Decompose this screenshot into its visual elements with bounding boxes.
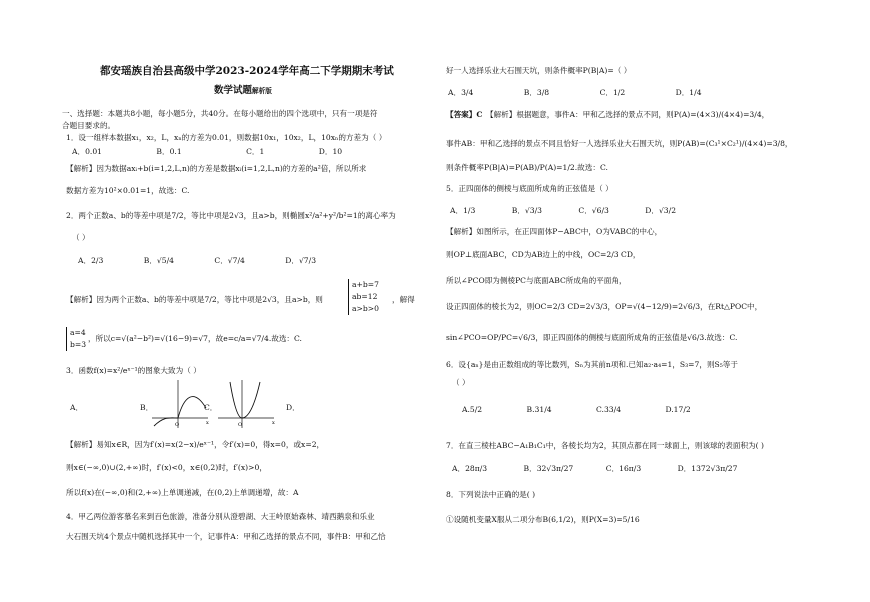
q4-option-d: D．1/4 <box>675 88 702 97</box>
q5-solution-d: 设正四面体的棱长为2，则OC=2/3 CD=2√3/3，OP=√(4−12/9)=2√6/3，在Rt△POC中， <box>446 302 763 311</box>
q4-stem-end: 好一人选择乐业大石围天坑，则条件概率P(B|A)=（ ） <box>446 66 632 75</box>
q1-solution-cont: 数据方差为10²×0.01=1，故选：C. <box>66 186 190 195</box>
q3-stem: 3．函数f(x)=x²/eˣ⁻¹的图象大致为（ ） <box>66 366 201 375</box>
q2-eq-1: a+b=7 <box>352 280 379 289</box>
q5-solution-b: 则OP⊥底面ABC，CD为AB边上的中线，OC=2/3 CD， <box>446 250 641 259</box>
q2-equation-system <box>348 279 379 315</box>
q5-option-c: C．√6/3 <box>578 206 609 215</box>
q2-options <box>78 256 342 266</box>
q3-solution-end: 所以f(x)在(−∞,0)和(2,+∞)上单调递减，在(0,2)上单调递增，故：A <box>66 488 299 497</box>
q1-option-c: C．1 <box>246 147 265 156</box>
page-subtitle <box>214 86 272 96</box>
q2-eq-2: ab=12 <box>352 292 378 301</box>
q2-solution-cont: ，所以c=√(a²−b²)=√(16−9)=√7，故e=c/a=√7/4.故选：C. <box>88 334 302 343</box>
q2-res-2: b=3 <box>70 340 87 349</box>
q4-solution: 【解析】根据题意，事件A：甲和乙选择的景点不同，则P(A)=(4×3)/(4×4)=3/4， <box>486 110 770 119</box>
q2-solution: 【解析】因为两个正数a、b的等差中项是7/2，等比中项是2√3，且a>b，则 <box>66 295 323 304</box>
q4-option-a: A．3/4 <box>448 88 474 97</box>
q5-option-d: D．√3/2 <box>645 206 677 215</box>
q5-options <box>450 206 702 216</box>
q2-eq-3: a>b>0 <box>352 304 379 313</box>
q2-solution-tail: ，解得 <box>392 295 415 304</box>
q2-res-1: a=4 <box>70 328 86 337</box>
section1-heading: 一、选择题：本题共8小题，每小题5分，共40分。在每小题给出的四个选项中，只有一项是符 <box>62 109 378 118</box>
q2-result-system <box>66 327 86 351</box>
q5-solution: 【解析】如图所示，在正四面体P−ABC中，O为VABC的中心， <box>446 227 663 236</box>
q2-stem-cont: （ ） <box>72 233 90 242</box>
q2-option-d: D．√7/3 <box>285 256 317 265</box>
q5-solution-c: 所以∠PCO即为侧棱PC与底面ABC所成角的平面角， <box>446 276 627 285</box>
q4-solution-end: 则条件概率P(B|A)=P(AB)/P(A)=1/2.故选：C. <box>446 163 608 172</box>
q3-option-a: A． <box>70 403 84 412</box>
q2-option-a: A．2/3 <box>78 256 104 265</box>
q7-option-c: C．16π/3 <box>605 464 642 473</box>
q4-solution-cont: 事件AB：甲和乙选择的景点不同且恰好一人选择乐业大石围天坑，则P(AB)=(C₃¹×C₂¹)/(4×4)=3/8， <box>446 139 793 148</box>
q8-stem: 8．下列说法中正确的是( ) <box>446 490 536 499</box>
q3-option-c: C． <box>204 403 218 412</box>
svg-text:x: x <box>272 420 275 426</box>
q6-option-a: A.5/2 <box>462 405 483 414</box>
q1-option-d: D．10 <box>318 147 343 156</box>
q3-option-d: D． <box>286 403 300 412</box>
q6-option-b: B.31/4 <box>526 405 552 414</box>
q7-option-b: B．32√3π/27 <box>523 464 574 473</box>
q6-option-c: C.33/4 <box>596 405 622 414</box>
q3-solution: 【解析】易知x∈R，因为f′(x)=x(2−x)/eˣ⁻¹，令f′(x)=0，得x=0，或x=2， <box>66 440 325 449</box>
q7-options <box>452 464 763 474</box>
svg-text:O: O <box>238 422 243 428</box>
subtitle-main: 数学试题 <box>214 85 253 96</box>
q5-option-b: B．√3/3 <box>511 206 542 215</box>
svg-text:O: O <box>175 422 180 428</box>
q1-stem: 1．设一组样本数据x₁，x₂，L，xₙ的方差为0.01，则数据10x₁，10x₂，L，10xₙ的方差为（ ） <box>66 133 387 142</box>
q5-option-a: A．1/3 <box>450 206 476 215</box>
q6-stem: 6．设{aₙ}是由正数组成的等比数列，Sₙ为其前n项和.已知a₂·a₄=1，S₃=7，则S₅等于 <box>446 360 738 369</box>
q5-solution-e: sin∠PCO=OP/PC=√6/3，即正四面体的侧棱与底面所成角的正弦值是√6/3.故选：C. <box>446 333 738 342</box>
q3-option-b: B． <box>140 403 154 412</box>
q3-graph-b <box>150 378 210 430</box>
q6-option-d: D.17/2 <box>665 405 691 414</box>
svg-text:x: x <box>206 420 209 426</box>
page-title: 都安瑶族自治县高级中学2023-2024学年高二下学期期末考试 <box>100 65 394 77</box>
q1-option-b: B．0.1 <box>156 147 182 156</box>
q7-stem: 7．在直三棱柱ABC−A₁B₁C₁中，各棱长均为2，其顶点都在同一球面上，则该球的表面积为( ) <box>446 441 764 450</box>
q2-option-c: C．√7/4 <box>214 256 245 265</box>
q4-options <box>448 88 728 98</box>
q2-stem: 2．两个正数a、b的等差中项是7/2，等比中项是2√3，且a>b，则椭圆x²/a²+y²/b²=1的离心率为 <box>66 211 396 220</box>
q1-option-a: A．0.01 <box>72 147 102 156</box>
q5-stem: 5．正四面体的侧棱与底面所成角的正弦值是（ ） <box>446 184 613 193</box>
q7-option-a: A．28π/3 <box>452 464 488 473</box>
subtitle-tag: 解析版 <box>252 87 272 95</box>
section1-heading-cont: 合题目要求的。 <box>62 121 116 130</box>
q8-item-1: ①设随机变量X服从二项分布B(6,1/2)，则P(X=3)=5/16 <box>446 515 640 524</box>
q1-solution: 【解析】因为数据axᵢ+b(i=1,2,L,n)的方差是数据xᵢ(i=1,2,L,n)的方差的a²倍，所以所求 <box>66 164 367 173</box>
q4-option-b: B．3/8 <box>523 88 550 97</box>
q3-graph-c <box>216 378 276 430</box>
q6-options <box>462 405 717 415</box>
q4-option-c: C．1/2 <box>599 88 626 97</box>
q2-option-b: B．√5/4 <box>143 256 174 265</box>
q3-solution-cont: 则x∈(−∞,0)∪(2,+∞)时，f′(x)<0，x∈(0,2)时，f′(x)>0， <box>66 463 267 472</box>
q1-options <box>72 147 368 157</box>
q4-answer: 【答案】C <box>446 110 483 119</box>
q4-stem-cont: 大石围天坑4个景点中随机选择其中一个，记事件A：甲和乙选择的景点不同，事件B：甲和乙恰 <box>66 532 386 541</box>
q7-option-d: D．1372√3π/27 <box>677 464 738 473</box>
q6-stem-cont: （ ） <box>452 378 470 387</box>
q4-stem: 4．甲乙两位游客慕名来到百色旅游，准备分别从澄碧湖、大王岭原始森林、靖西鹅泉和乐业 <box>66 512 375 521</box>
